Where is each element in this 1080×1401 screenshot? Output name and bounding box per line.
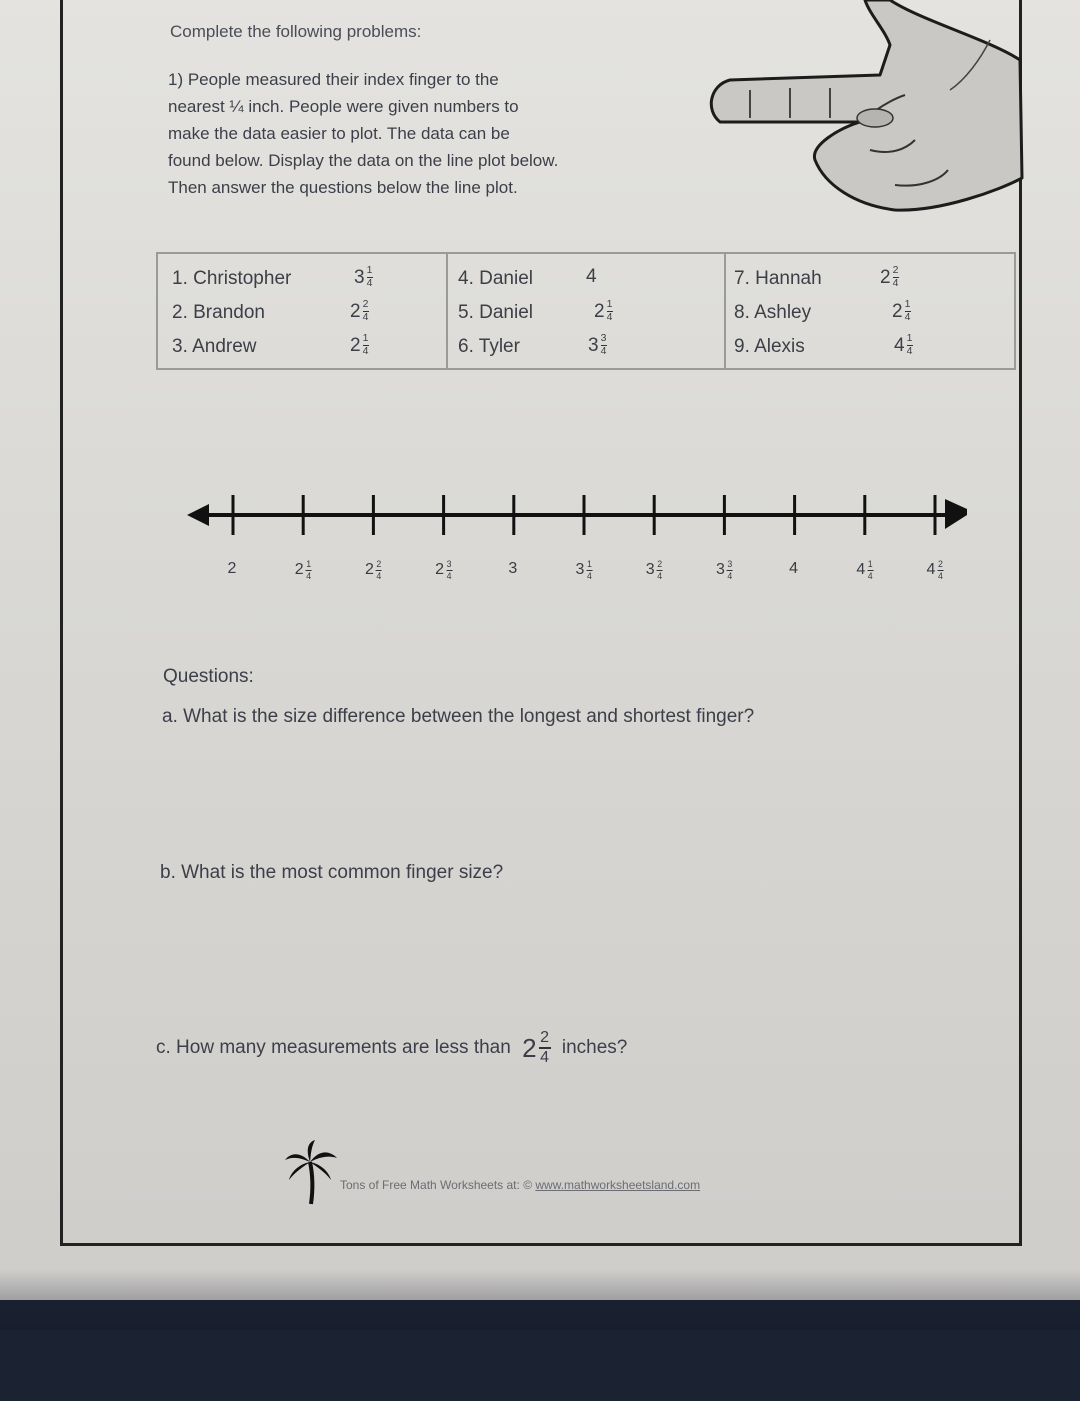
table-row [726,330,1014,364]
problem-line: 1) People measured their index finger to the [168,70,499,89]
person-measurement: 2 2 4 [880,265,899,290]
person-name: 3. Andrew [172,336,257,357]
person-measurement: 2 1 4 [892,299,911,324]
palm-tree-icon [283,1140,339,1206]
line-plot-axis [185,485,975,545]
tick-label: 2 3 4 [435,559,452,581]
table-row [158,330,446,364]
table-column-1 [158,254,448,368]
person-measurement: 2 1 4 [350,333,369,358]
question-c-prefix: c. How many measurements are less than [156,1037,511,1059]
page-shadow [0,1270,1080,1330]
table-row [726,262,1014,296]
person-measurement: 2 1 4 [594,299,613,324]
question-b: b. What is the most common finger size? [160,862,504,883]
person-measurement: 4 1 4 [894,333,913,358]
question-c-suffix: inches? [561,1037,628,1059]
questions-title: Questions: [163,666,254,687]
table-row [158,262,446,296]
person-measurement: 3 3 4 [588,333,607,358]
tick-label: 2 1 4 [294,559,312,581]
table-row [448,262,724,296]
footer-credit [340,1178,700,1192]
problem-line: Then answer the questions below the line plot. [168,178,518,197]
person-name: 9. Alexis [734,336,805,357]
tick-label: 3 3 4 [715,559,733,581]
tick-label: 4 [789,560,799,577]
person-name: 2. Brandon [172,302,265,323]
person-name: 8. Ashley [734,302,812,323]
footer-link[interactable]: www.mathworksheetsland.com [535,1178,701,1192]
tick-label: 2 2 4 [364,559,382,581]
instruction-text: Complete the following problems: [170,22,422,41]
table-row [726,296,1014,330]
table-row [448,330,724,364]
tick-label: 2 [227,560,237,577]
question-c-fraction: 2 2 4 [522,1029,550,1066]
finger-data-table [156,252,1016,370]
frame-bottom [60,1243,1022,1246]
tick-label: 3 [508,560,518,577]
footer-text: Tons of Free Math Worksheets at: © [340,1178,533,1192]
person-name: 4. Daniel [458,268,533,289]
table-row [448,296,724,330]
tick-label: 3 1 4 [575,559,592,581]
person-name: 5. Daniel [458,302,533,323]
problem-line: make the data easier to plot. The data can be [168,124,510,143]
right-arrow-icon [945,499,967,529]
frame-left [60,0,63,1246]
tick-label: 4 2 4 [926,559,943,581]
table-column-2 [448,254,726,368]
table-row [158,296,446,330]
tick-label: 4 1 4 [856,559,873,581]
problem-text [168,66,748,201]
question-a: a. What is the size difference between the longest and shortest finger? [162,706,755,727]
person-measurement: 2 2 4 [350,299,369,324]
table-column-3 [726,254,1014,368]
left-arrow-icon [187,504,209,526]
question-c [156,1030,627,1066]
tick-label: 3 2 4 [645,559,663,581]
problem-line: found below. Display the data on the line plot below. [168,151,559,170]
person-name: 7. Hannah [734,268,822,289]
person-measurement: 4 [586,266,597,287]
problem-line: nearest ¼ inch. People were given numbers to [168,97,519,116]
person-name: 6. Tyler [458,336,520,357]
pointing-hand-icon [690,0,1030,215]
person-measurement: 3 1 4 [354,265,373,290]
person-name: 1. Christopher [172,268,292,289]
